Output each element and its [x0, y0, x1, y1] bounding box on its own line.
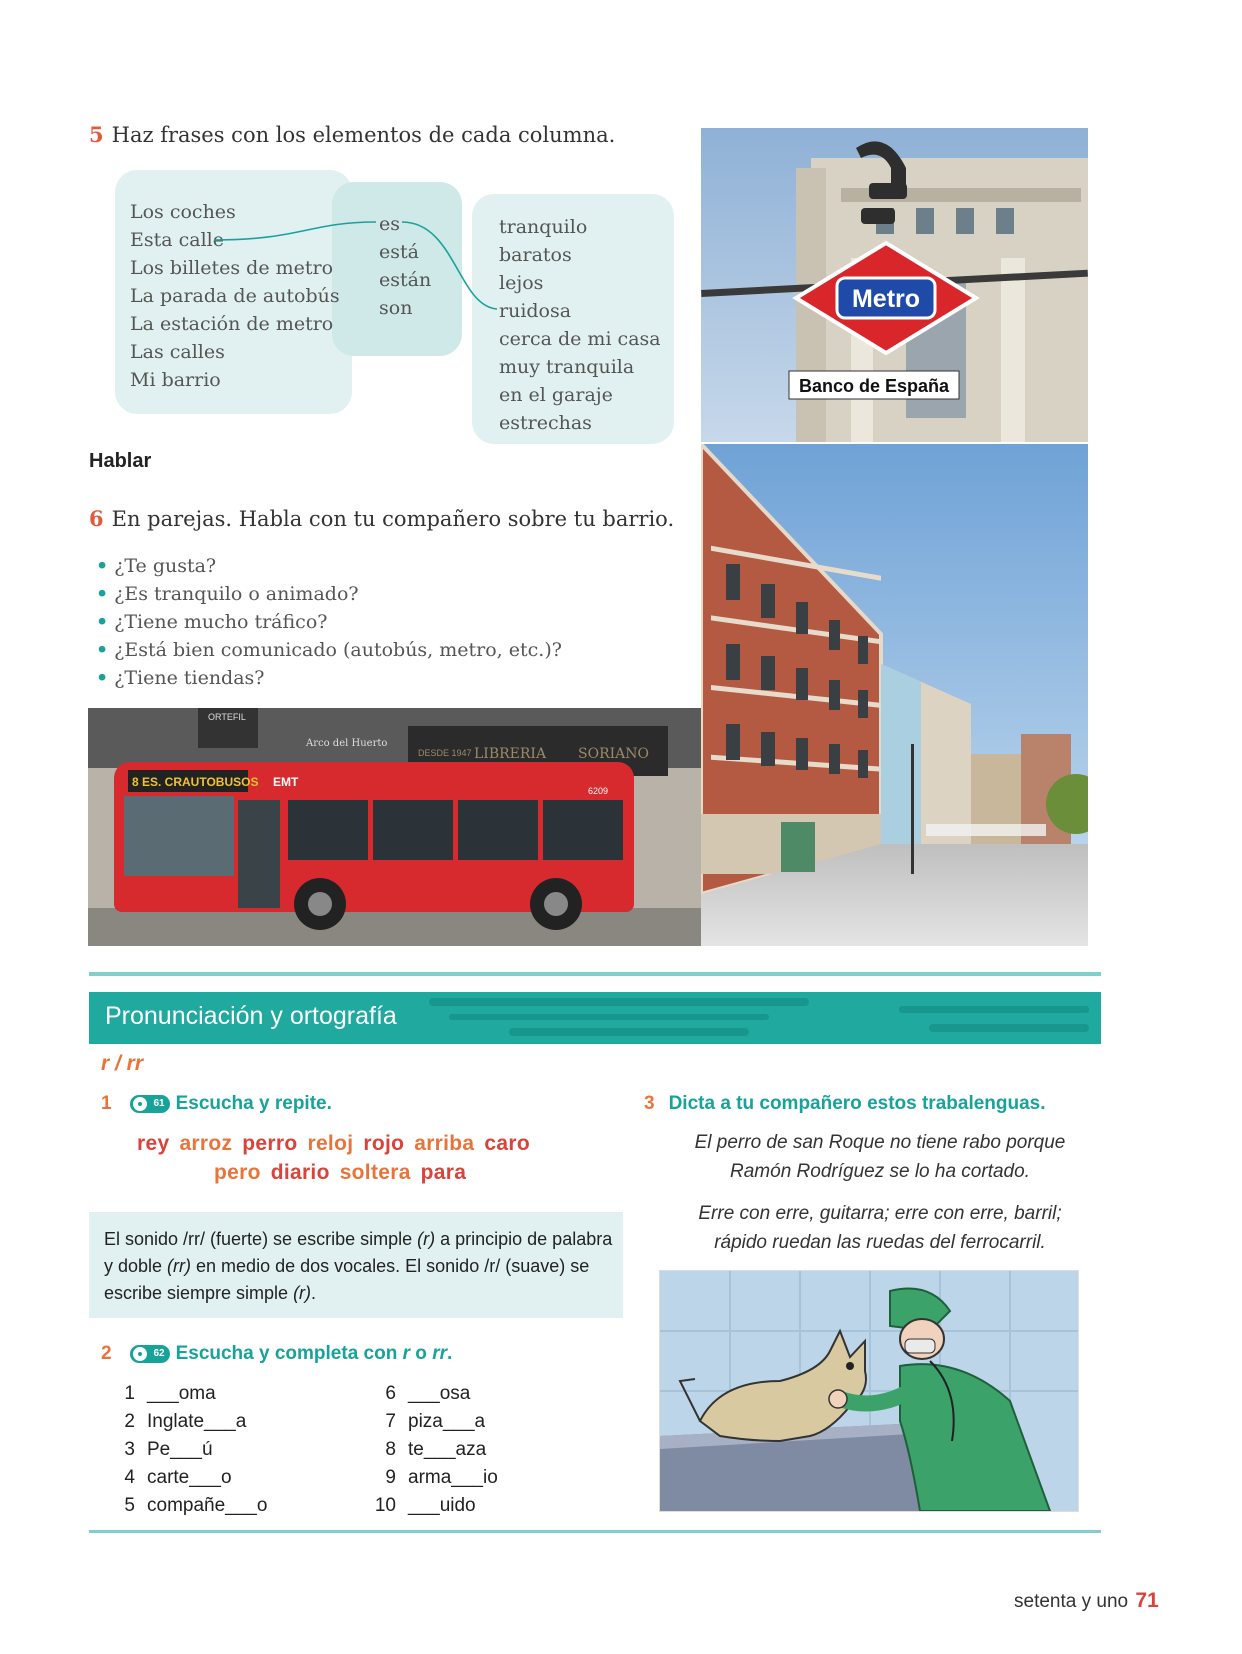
list-item: • ¿Tiene mucho tráfico? — [96, 608, 562, 636]
list-item: • ¿Es tranquilo o animado? — [96, 580, 562, 608]
word-list-row-2 — [214, 1161, 476, 1185]
shop-sign-ortefil: ORTEFIL — [208, 712, 246, 722]
list-item: • ¿Tiene tiendas? — [96, 664, 562, 692]
list-item: es — [379, 213, 400, 235]
page-number: 71 — [1135, 1589, 1159, 1612]
list-item: baratos — [499, 244, 572, 266]
word: caro — [484, 1132, 530, 1155]
vet-dog-illustration — [659, 1270, 1079, 1512]
pron-exercise-3-title — [644, 1093, 1046, 1115]
bus-illustration — [88, 708, 701, 946]
exercise-instruction: Haz frases con los elementos de cada columna. — [111, 123, 616, 147]
word: arriba — [414, 1132, 475, 1155]
word-list-row-1 — [137, 1132, 540, 1156]
pronunciation-subtitle: r / rr — [101, 1052, 144, 1075]
metro-sign-illustration — [701, 128, 1088, 442]
list-item: ruidosa — [499, 300, 572, 322]
word: pero — [214, 1161, 261, 1184]
exercise-number: 5 — [89, 122, 104, 147]
list-item: 9 arma___io — [385, 1467, 498, 1488]
pron-exercise-1-title — [101, 1093, 332, 1115]
metro-sign-photo — [701, 128, 1088, 442]
example-connector-lines — [0, 0, 700, 330]
word: reloj — [307, 1132, 354, 1155]
section-divider-bottom — [89, 1530, 1101, 1533]
exercise-number: 3 — [644, 1093, 655, 1114]
exercise-instruction: Escucha y completa con r o rr. — [175, 1343, 453, 1364]
list-item: muy tranquila — [499, 356, 635, 378]
exercise-instruction: Dicta a tu compañero estos trabalenguas. — [668, 1093, 1046, 1114]
list-item: 6 ___osa — [385, 1383, 471, 1404]
metro-sign-text: Metro — [851, 285, 921, 313]
fill-in-list-left — [103, 1380, 267, 1520]
list-item: 3 Pe___ú — [124, 1439, 213, 1460]
word: rey — [137, 1132, 170, 1155]
list-item: Las calles — [130, 341, 225, 363]
rule-box — [89, 1212, 623, 1318]
bus-photo — [88, 708, 701, 946]
rule-text: El sonido /rr/ (fuerte) se escribe simple (r) a principio de palabra y doble (rr) en medio de dos vocales. El sonido /r/ (suave) se escribe siempre simple (r). — [104, 1229, 613, 1303]
list-item: está — [379, 241, 419, 263]
list-item: son — [379, 297, 413, 319]
list-item: Los billetes de metro — [130, 257, 334, 279]
street-photo — [701, 444, 1088, 946]
audio-track-number: 61 — [153, 1097, 165, 1109]
list-item: Esta calle — [130, 229, 224, 251]
list-item: Mi barrio — [130, 369, 221, 391]
pronunciation-banner — [89, 992, 1101, 1044]
audio-track-icon[interactable] — [130, 1095, 170, 1113]
exercise-instruction: En parejas. Habla con tu compañero sobre tu barrio. — [111, 507, 675, 531]
list-item: • ¿Te gusta? — [96, 552, 562, 580]
list-item: La parada de autobús — [130, 285, 340, 307]
audio-track-number: 62 — [153, 1347, 165, 1359]
tongue-twister-1: El perro de san Roque no tiene rabo porque Ramón Rodríguez se lo ha cortado. — [694, 1132, 1066, 1182]
list-item: La estación de metro — [130, 313, 334, 335]
page-footer — [1014, 1589, 1159, 1613]
page-number-words: setenta y uno — [1014, 1591, 1129, 1612]
bus-fleet-number: 6209 — [588, 786, 609, 796]
banner-title: Pronunciación y ortografía — [105, 1002, 397, 1030]
discussion-questions — [96, 552, 562, 692]
metro-plaque-text: Banco de España — [798, 376, 950, 396]
fill-in-list-right — [364, 1380, 498, 1520]
bus-route-display: 8 ES. CRAUTOBUSOS — [132, 775, 259, 789]
shop-sign-soriano: SORIANO — [578, 746, 649, 762]
list-item: 2 Inglate___a — [124, 1411, 247, 1432]
exercise-instruction: Escucha y repite. — [175, 1093, 332, 1114]
list-item: 4 carte___o — [124, 1467, 232, 1488]
list-item: tranquilo — [499, 216, 588, 238]
street-illustration — [701, 444, 1088, 946]
list-item: 1 ___oma — [124, 1383, 216, 1404]
shop-sign-arco: Arco del Huerto — [306, 738, 388, 749]
word: soltera — [339, 1161, 411, 1184]
exercise-number: 2 — [101, 1343, 112, 1364]
word: para — [420, 1161, 467, 1184]
shop-sign-libreria: LIBRERIA — [474, 746, 547, 762]
list-item: en el garaje — [499, 384, 613, 406]
word: diario — [270, 1161, 330, 1184]
pron-exercise-2-title — [101, 1343, 452, 1365]
shop-sign-desde: DESDE 1947 — [418, 748, 472, 758]
exercise-number: 6 — [89, 506, 104, 531]
list-item: 10 ___uido — [374, 1495, 476, 1516]
list-item: cerca de mi casa — [499, 328, 661, 350]
word: rojo — [363, 1132, 405, 1155]
list-item: 7 piza___a — [385, 1411, 486, 1432]
audio-track-icon[interactable] — [130, 1345, 170, 1363]
list-item: estrechas — [499, 412, 592, 434]
exercise-number: 1 — [101, 1093, 112, 1114]
vet-dog-drawing — [660, 1271, 1078, 1511]
word: perro — [242, 1132, 298, 1155]
bus-operator-logo: EMT — [273, 775, 299, 789]
list-item: 5 compañe___o — [124, 1495, 268, 1516]
tongue-twister-2: Erre con erre, guitarra; erre con erre, barril; rápido ruedan las ruedas del ferrocarril. — [698, 1203, 1062, 1253]
list-item: Los coches — [130, 201, 236, 223]
list-item: están — [379, 269, 432, 291]
word: arroz — [179, 1132, 233, 1155]
list-item: lejos — [499, 272, 544, 294]
exercise-6-title — [89, 506, 674, 531]
list-item: 8 te___aza — [385, 1439, 487, 1460]
section-divider-top — [89, 972, 1101, 976]
section-heading-hablar: Hablar — [89, 450, 152, 472]
list-item: • ¿Está bien comunicado (autobús, metro, etc.)? — [96, 636, 562, 664]
